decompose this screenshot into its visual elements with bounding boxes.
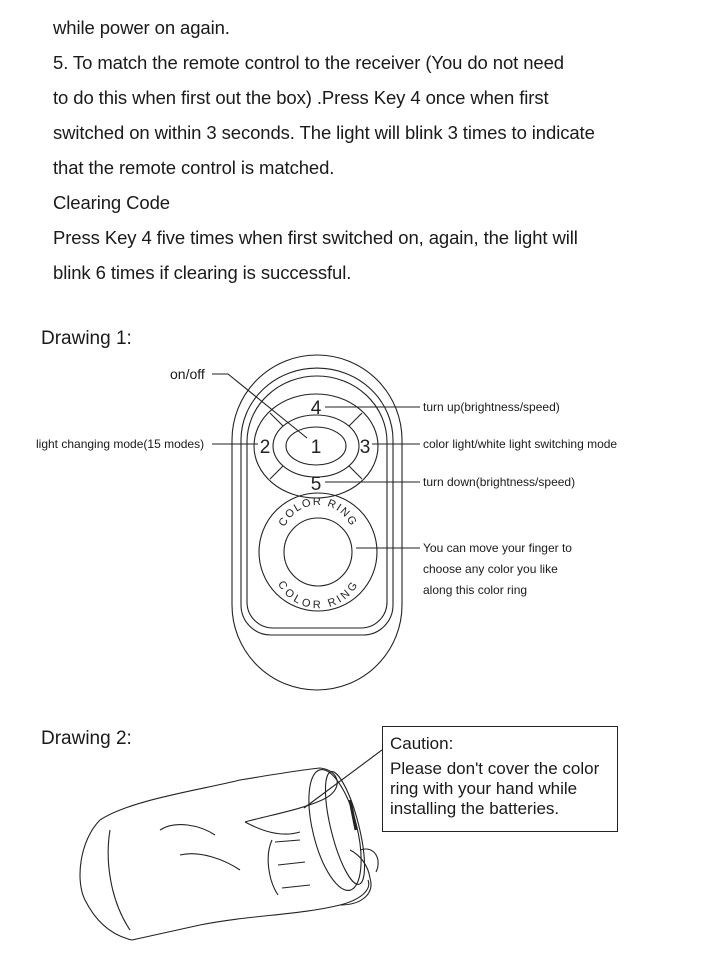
label-turn-up: turn up(brightness/speed) <box>423 400 560 414</box>
text-line: switched on within 3 seconds. The light will blink 3 times to indicate <box>53 122 595 143</box>
section-heading-clearing-code: Clearing Code <box>53 192 170 213</box>
text-line: 5. To match the remote control to the receiver (You do not need <box>53 52 564 73</box>
caution-line: Please don't cover the color <box>390 759 600 778</box>
label-color-ring-3: along this color ring <box>423 583 528 597</box>
text-line: Press Key 4 five times when first switched on, again, the light will <box>53 227 578 248</box>
drawing-2-title: Drawing 2: <box>41 728 132 749</box>
text-line: while power on again. <box>53 17 230 38</box>
key-2-label: 2 <box>259 437 271 458</box>
remote-in-hand <box>299 765 372 896</box>
caution-title: Caution: <box>390 734 454 753</box>
color-ring-text-top: COLOR RING <box>276 495 360 529</box>
label-turn-down: turn down(brightness/speed) <box>423 475 576 489</box>
label-color-ring-2: choose any color you like <box>423 562 558 576</box>
caution-line: ring with your hand while <box>390 779 578 798</box>
label-switching-mode: color light/white light switching mode <box>423 437 618 451</box>
key-1-label: 1 <box>310 437 322 458</box>
key-4-label: 4 <box>310 398 322 419</box>
text-line: to do this when first out the box) .Press Key 4 once when first <box>53 87 549 108</box>
label-on-off: on/off <box>170 366 205 382</box>
color-ring-text-bottom: COLOR RING <box>275 578 361 612</box>
caution-box <box>382 726 618 832</box>
key-3-label: 3 <box>359 437 371 458</box>
label-light-changing-mode: light changing mode(15 modes) <box>36 437 205 451</box>
drawing-1-title: Drawing 1: <box>41 328 132 349</box>
text-line: blink 6 times if clearing is successful. <box>53 262 352 283</box>
caution-line: installing the batteries. <box>390 799 560 818</box>
label-color-ring-1: You can move your finger to <box>423 541 572 555</box>
key-5-label: 5 <box>310 474 322 495</box>
text-line: that the remote control is matched. <box>53 157 335 178</box>
